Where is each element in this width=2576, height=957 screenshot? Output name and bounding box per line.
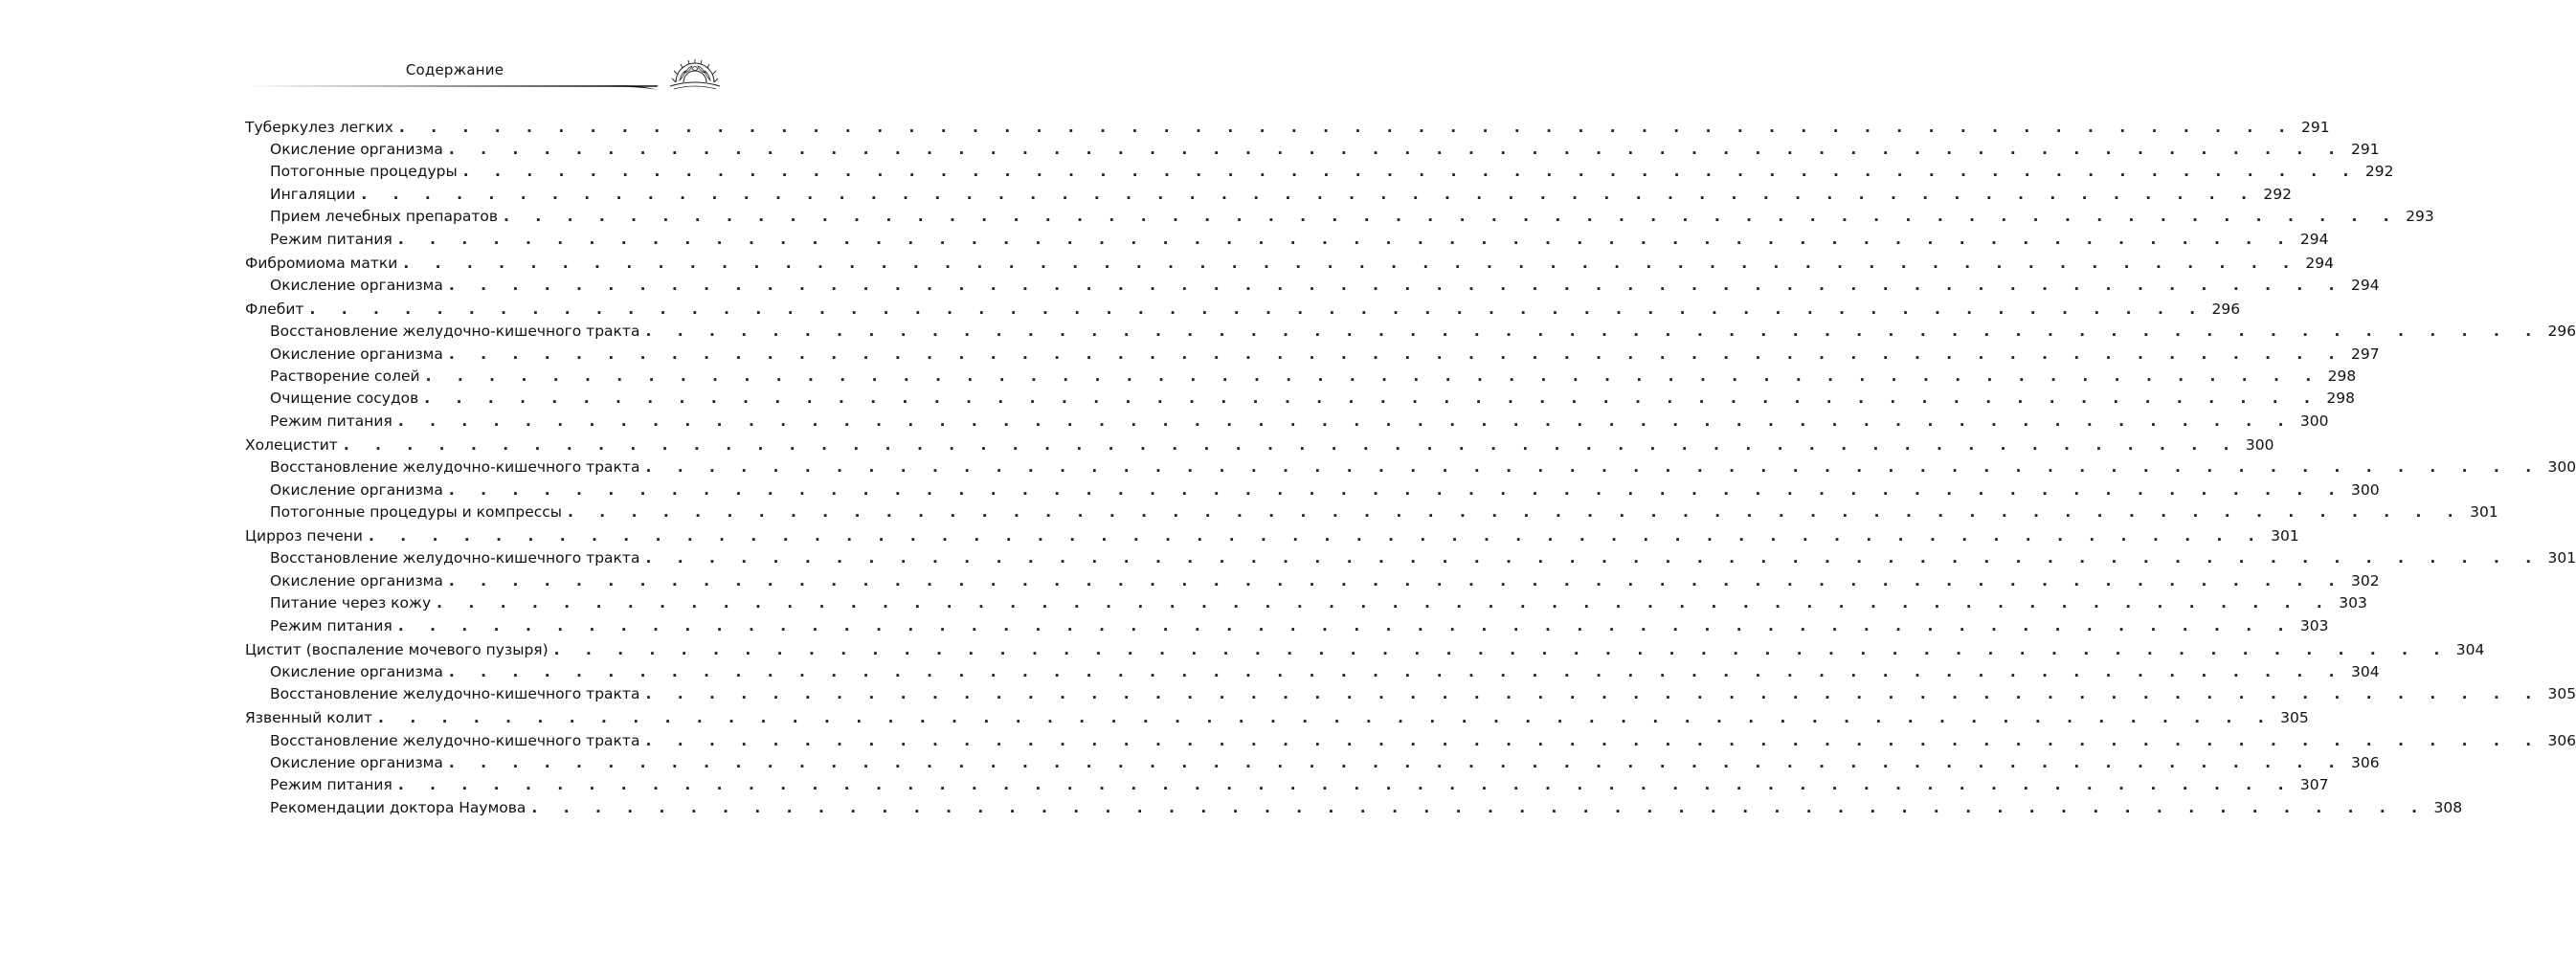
toc-entry-label: Окисление организма [270,480,443,499]
toc-entry-label: Питание через кожу [270,594,432,612]
toc-page-number: 292 [2364,163,2394,181]
toc-entry-label: Окисление организма [270,345,443,363]
toc-entry-label: Режим питания [270,616,392,634]
toc-section-entry [245,321,2576,343]
toc-entry-label: Окисление организма [270,571,443,590]
toc-entry-label: Окисление организма [270,754,443,772]
toc-dot-leader: . . . . . . . . . . . . . . . . . . . . . . . . . . . . . . . . . . . . . . . . . . . . . . . . . . . . . . . . . . . . [343,435,2240,454]
toc-entry-label: Цистит (воспаление мочевого пузыря) [245,640,549,658]
toc-section-entry [245,797,2463,819]
toc-section-entry [245,411,2329,433]
toc-entry-label: Ингаляции [270,185,356,203]
toc-section-entry [245,229,2329,251]
toc-dot-leader: . . . . . . . . . . . . . . . . . . . . . . . . . . . . . . . . . . . . . . . . . . . . . . . . . . . . . . . . . . . . [397,230,2295,248]
toc-entry-label: Цирроз печени [245,527,364,545]
toc-dot-leader: . . . . . . . . . . . . . . . . . . . . . . . . . . . . . . . . . . . . . . . . . . . . . . . . . . . . . . . . . . . . [424,389,2320,408]
toc-dot-leader: . . . . . . . . . . . . . . . . . . . . . . . . . . . . . . . . . . . . . . . . . . . . . . . . . . . . . . . . . . . . [553,640,2451,658]
toc-dot-leader: . . . . . . . . . . . . . . . . . . . . . . . . . . . . . . . . . . . . . . . . . . . . . . . . . . . . . . . . . . . . [397,616,2295,634]
toc-chapter-entry [245,117,2330,139]
page-title: Содержание [405,61,504,78]
header-rule-ornament [245,65,724,103]
toc-dot-leader: . . . . . . . . . . . . . . . . . . . . . . . . . . . . . . . . . . . . . . . . . . . . . . . . . . . . . . . . . . . . [369,527,2265,545]
toc-dot-leader: . . . . . . . . . . . . . . . . . . . . . . . . . . . . . . . . . . . . . . . . . . . . . . . . . . . . . . . . . . . . [397,776,2295,794]
header-rule-line [245,85,659,87]
toc-page-number: 305 [2280,709,2309,727]
toc-section-entry [245,161,2394,183]
toc-entry-label: Восстановление желудочно-кишечного тракта [270,458,640,477]
toc-entry-label: Растворение солей [270,367,420,386]
toc-entry-label: Режим питания [270,230,392,248]
toc-entry-label: Режим питания [270,412,392,430]
toc-section-entry [245,388,2355,410]
toc-page-number: 300 [2245,435,2274,454]
toc-page-number: 306 [2547,731,2576,749]
toc-page-number: 307 [2299,776,2329,794]
toc-dot-leader: . . . . . . . . . . . . . . . . . . . . . . . . . . . . . . . . . . . . . . . . . . . . . . . . . . . . . . . . . . . . [448,480,2345,499]
toc-chapter-entry [245,299,2241,321]
toc-section-entry [245,456,2576,478]
toc-section-entry [245,366,2357,388]
toc-dot-leader: . . . . . . . . . . . . . . . . . . . . . . . . . . . . . . . . . . . . . . . . . . . . . . . . . . . . . . . . . . . . [425,367,2322,386]
toc-entry-label: Восстановление желудочно-кишечного тракта [270,731,640,749]
toc-page-number: 298 [2327,367,2357,386]
toc-section-entry [245,344,2380,366]
toc-dot-leader: . . . . . . . . . . . . . . . . . . . . . . . . . . . . . . . . . . . . . . . . . . . . . . . . . . . . . . . . . . . . [397,412,2295,430]
toc-entry-label: Рекомендации доктора Наумова [270,798,526,816]
toc-dot-leader: . . . . . . . . . . . . . . . . . . . . . . . . . . . . . . . . . . . . . . . . . . . . . . . . . . . . . . . . . . . . [504,208,2400,226]
toc-dot-leader: . . . . . . . . . . . . . . . . . . . . . . . . . . . . . . . . . . . . . . . . . . . . . . . . . . . . . . . . . . . . [645,458,2542,477]
toc-entry-label: Восстановление желудочно-кишечного тракта [270,549,640,568]
toc-entry-label: Окисление организма [270,140,443,158]
toc-entry-label: Окисление организма [270,662,443,680]
toc-page-number: 296 [2547,323,2576,341]
toc-page-number: 304 [2350,662,2380,680]
sun-ornament-icon [670,59,720,89]
toc-page-number: 298 [2326,389,2355,408]
toc-page-number: 303 [2299,616,2329,634]
toc-chapter-entry [245,707,2309,729]
toc-entry-label: Язвенный колит [245,709,373,727]
toc-dot-leader: . . . . . . . . . . . . . . . . . . . . . . . . . . . . . . . . . . . . . . . . . . . . . . . . . . . . . . . . . . . . [448,276,2345,294]
toc-dot-leader: . . . . . . . . . . . . . . . . . . . . . . . . . . . . . . . . . . . . . . . . . . . . . . . . . . . . . . . . . . . . [448,571,2345,590]
toc-chapter-entry [245,434,2274,456]
toc-entry-label: Очищение сосудов [270,389,419,408]
toc-page-number: 303 [2339,594,2367,612]
toc-section-entry [245,683,2576,705]
toc-section-entry [245,774,2329,796]
toc-page-number: 301 [2470,503,2498,522]
toc-page-number: 300 [2299,412,2329,430]
toc-section-entry [245,501,2498,523]
toc-dot-leader: . . . . . . . . . . . . . . . . . . . . . . . . . . . . . . . . . . . . . . . . . . . . . . . . . . . . . . . . . . . . [309,300,2206,318]
toc-entry-label: Восстановление желудочно-кишечного тракта [270,685,640,703]
toc-section-entry [245,275,2380,297]
toc-page-number: 305 [2547,685,2576,703]
toc-page-number: 294 [2299,230,2329,248]
toc-dot-leader: . . . . . . . . . . . . . . . . . . . . . . . . . . . . . . . . . . . . . . . . . . . . . . . . . . . . . . . . . . . . [398,118,2296,136]
toc-dot-leader: . . . . . . . . . . . . . . . . . . . . . . . . . . . . . . . . . . . . . . . . . . . . . . . . . . . . . . . . . . . . [448,662,2345,680]
toc-section-entry [245,661,2380,683]
toc-dot-leader: . . . . . . . . . . . . . . . . . . . . . . . . . . . . . . . . . . . . . . . . . . . . . . . . . . . . . . . . . . . . [403,254,2299,272]
toc-entry-label: Прием лечебных препаратов [270,208,499,226]
toc-section-entry [245,592,2367,614]
toc-section-entry [245,730,2576,752]
toc-page-number: 297 [2350,345,2380,363]
toc-section-entry [245,615,2329,637]
toc-section-entry [245,139,2380,161]
toc-dot-leader: . . . . . . . . . . . . . . . . . . . . . . . . . . . . . . . . . . . . . . . . . . . . . . . . . . . . . . . . . . . . [448,140,2345,158]
toc-page-number: 302 [2350,571,2380,590]
toc-entry-label: Режим питания [270,776,392,794]
toc-page-number: 294 [2350,276,2380,294]
toc-dot-leader: . . . . . . . . . . . . . . . . . . . . . . . . . . . . . . . . . . . . . . . . . . . . . . . . . . . . . . . . . . . . [361,185,2257,203]
toc-page-number: 291 [2350,140,2380,158]
toc-page-number: 296 [2211,300,2241,318]
toc-entry-label: Восстановление желудочно-кишечного тракта [270,323,640,341]
toc-dot-leader: . . . . . . . . . . . . . . . . . . . . . . . . . . . . . . . . . . . . . . . . . . . . . . . . . . . . . . . . . . . . [531,798,2429,816]
toc-dot-leader: . . . . . . . . . . . . . . . . . . . . . . . . . . . . . . . . . . . . . . . . . . . . . . . . . . . . . . . . . . . . [462,163,2360,181]
toc-entry-label: Туберкулез легких [245,118,393,136]
toc-page-number: 292 [2263,185,2292,203]
toc-page-number: 304 [2455,640,2485,658]
toc-dot-leader: . . . . . . . . . . . . . . . . . . . . . . . . . . . . . . . . . . . . . . . . . . . . . . . . . . . . . . . . . . . . [448,754,2345,772]
toc-chapter-entry [245,253,2334,275]
toc-section-entry [245,206,2434,228]
toc-dot-leader: . . . . . . . . . . . . . . . . . . . . . . . . . . . . . . . . . . . . . . . . . . . . . . . . . . . . . . . . . . . . [645,549,2542,568]
toc-dot-leader: . . . . . . . . . . . . . . . . . . . . . . . . . . . . . . . . . . . . . . . . . . . . . . . . . . . . . . . . . . . . [645,731,2542,749]
toc-page-number: 300 [2350,480,2380,499]
toc-entry-label: Потогонные процедуры и компрессы [270,503,563,522]
toc-dot-leader: . . . . . . . . . . . . . . . . . . . . . . . . . . . . . . . . . . . . . . . . . . . . . . . . . . . . . . . . . . . . [645,323,2542,341]
toc-dot-leader: . . . . . . . . . . . . . . . . . . . . . . . . . . . . . . . . . . . . . . . . . . . . . . . . . . . . . . . . . . . . [378,709,2274,727]
toc-dot-leader: . . . . . . . . . . . . . . . . . . . . . . . . . . . . . . . . . . . . . . . . . . . . . . . . . . . . . . . . . . . . [645,685,2542,703]
toc-dot-leader: . . . . . . . . . . . . . . . . . . . . . . . . . . . . . . . . . . . . . . . . . . . . . . . . . . . . . . . . . . . . [448,345,2345,363]
table-of-contents [245,115,2576,819]
toc-section-entry [245,184,2292,206]
toc-section-entry [245,479,2380,501]
toc-entry-label: Окисление организма [270,276,443,294]
toc-entry-label: Потогонные процедуры [270,163,458,181]
toc-page-number: 291 [2301,118,2330,136]
toc-entry-label: Холецистит [245,435,338,454]
toc-section-entry [245,570,2380,592]
toc-page-number: 301 [2547,549,2576,568]
toc-dot-leader: . . . . . . . . . . . . . . . . . . . . . . . . . . . . . . . . . . . . . . . . . . . . . . . . . . . . . . . . . . . . [568,503,2464,522]
toc-chapter-entry [245,639,2485,661]
toc-page-number: 306 [2350,754,2380,772]
toc-page-number: 294 [2305,254,2334,272]
toc-section-entry [245,752,2380,774]
toc-page-number: 293 [2406,208,2434,226]
toc-entry-label: Флебит [245,300,304,318]
toc-entry-label: Фибромиома матки [245,254,398,272]
toc-section-entry [245,547,2576,569]
toc-page-number: 301 [2271,527,2299,545]
toc-chapter-entry [245,525,2299,547]
toc-dot-leader: . . . . . . . . . . . . . . . . . . . . . . . . . . . . . . . . . . . . . . . . . . . . . . . . . . . . . . . . . . . . [437,594,2333,612]
toc-page-number: 300 [2547,458,2576,477]
toc-page-number: 308 [2433,798,2463,816]
